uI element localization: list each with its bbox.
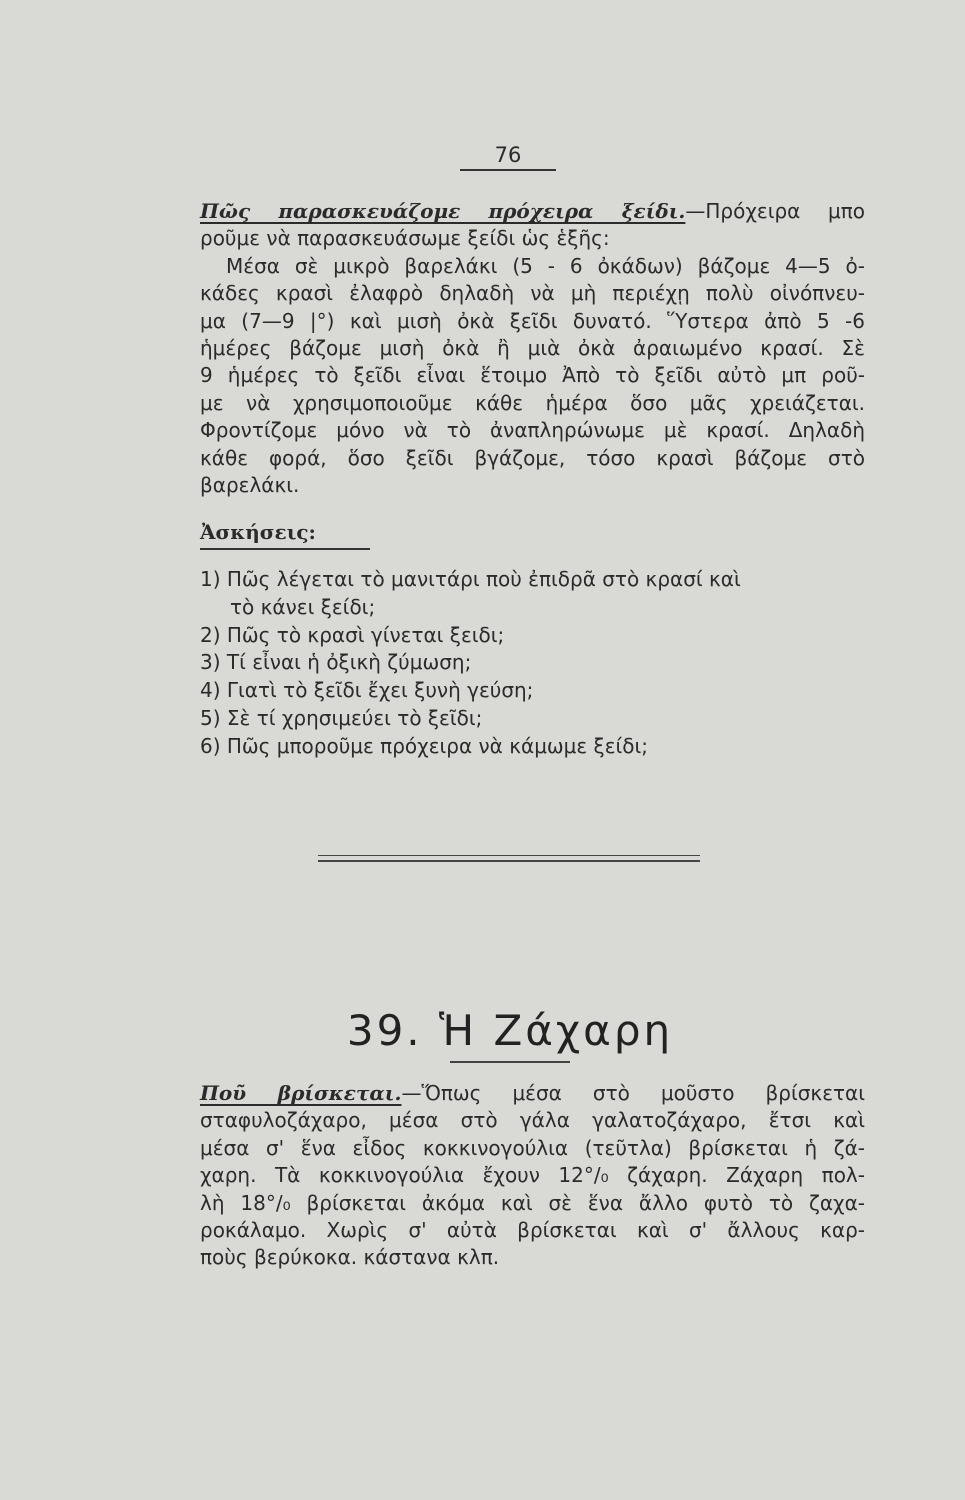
section-divider-bottom [318, 860, 700, 862]
text-line: Πῶς παρασκευάζομε πρόχειρα ξείδι.—Πρόχειρα μπο [200, 199, 866, 223]
text-line: με νὰ χρησιμοποιοῦμε κάθε ἡμέρα ὅσο μᾶς χρειάζεται. [200, 390, 865, 415]
exercises-heading-text: Ἀσκήσεις: [200, 520, 316, 544]
section-heading: Ποῦ βρίσκεται. [200, 1081, 402, 1105]
exercise-item: 5) Σὲ τί χρησιμεύει τὸ ξεῖδι; [200, 705, 483, 730]
text-line: βαρελάκι. [200, 473, 300, 498]
section-divider-top [318, 855, 700, 856]
text-line: ποὺς βερύκοκα. κάστανα κλπ. [200, 1245, 500, 1270]
page-number: 76 [460, 143, 556, 171]
text-line: λὴ 18°/₀ βρίσκεται ἀκόμα καὶ σὲ ἕνα ἄλλο φυτὸ τὸ ζαχα- [200, 1190, 865, 1215]
text-line: ροῦμε νὰ παρασκευάσωμε ξείδι ὡς ἑξῆς: [200, 226, 610, 251]
chapter-title-underline [450, 1061, 570, 1063]
exercises-heading [200, 520, 316, 544]
exercise-item: 6) Πῶς μποροῦμε πρόχειρα νὰ κάμωμε ξείδι; [200, 733, 649, 758]
chapter-title: 39. Ἡ Ζάχαρη [346, 1006, 674, 1055]
text-line: κάδες κρασὶ ἐλαφρὸ δηλαδὴ νὰ μὴ περιέχῃ πολὺ οἰνόπνευ- [200, 281, 865, 306]
text-line: μέσα σ' ἕνα εἶδος κοκκινογούλια (τεῦτλα) βρίσκεται ἡ ζά- [200, 1135, 865, 1160]
exercise-item: 1) Πῶς λέγεται τὸ μανιτάρι ποὺ ἐπιδρᾶ στὸ κρασί καὶ [200, 567, 741, 591]
text-line: Φροντίζομε μόνο νὰ τὸ ἀναπληρώνωμε μὲ κρασί. Δηλαδὴ [200, 418, 865, 443]
exercise-item: 4) Γιατὶ τὸ ξεῖδι ἔχει ξυνὴ γεύση; [200, 678, 534, 703]
text-line: Ποῦ βρίσκεται.—Ὅπως μέσα στὸ μοῦστο βρίσκεται [200, 1081, 865, 1105]
section-heading: Πῶς παρασκευάζομε πρόχειρα ξείδι. [200, 199, 686, 223]
text-line: 9 ἡμέρες τὸ ξεῖδι εἶναι ἕτοιμο Ἀπὸ τὸ ξεῖδι αὐτὸ μπ ροῦ- [200, 363, 865, 388]
text-line: ροκάλαμο. Χωρὶς σ' αὐτὰ βρίσκεται καὶ σ' ἄλλους καρ- [200, 1218, 865, 1243]
section-homemade-vinegar [200, 198, 865, 499]
text-line: κάθε φορά, ὅσο ξεῖδι βγάζομε, τόσο κρασὶ βάζομε στὸ [200, 445, 865, 470]
text-line: μα (7—9 |°) καὶ μισὴ ὀκὰ ξεῖδι δυνατό. Ὕστερα ἀπὸ 5 -6 [200, 308, 865, 333]
exercises-underline [200, 548, 370, 550]
text-line: σταφυλοζάχαρο, μέσα στὸ γάλα γαλατοζάχαρο, ἔτσι καὶ [200, 1108, 865, 1133]
text-line: χαρη. Τὰ κοκκινογούλια ἔχουν 12°/₀ ζάχαρη. Ζάχαρη πολ- [200, 1163, 865, 1188]
text-line: ἡμέρες βάζομε μισὴ ὀκὰ ἢ μιὰ ὀκὰ ἀραιωμένο κρασί. Σὲ [200, 336, 865, 361]
exercise-item: 3) Τί εἶναι ἡ ὀξικὴ ζύμωση; [200, 650, 472, 675]
exercise-item: 2) Πῶς τὸ κρασὶ γίνεται ξειδι; [200, 622, 505, 647]
section-where-found [200, 1080, 865, 1272]
exercise-list [200, 566, 880, 761]
exercise-item-continuation: τὸ κάνει ξείδι; [230, 594, 376, 619]
text-line: Μέσα σὲ μικρὸ βαρελάκι (5 - 6 ὀκάδων) βάζομε 4—5 ὀ- [226, 253, 865, 278]
